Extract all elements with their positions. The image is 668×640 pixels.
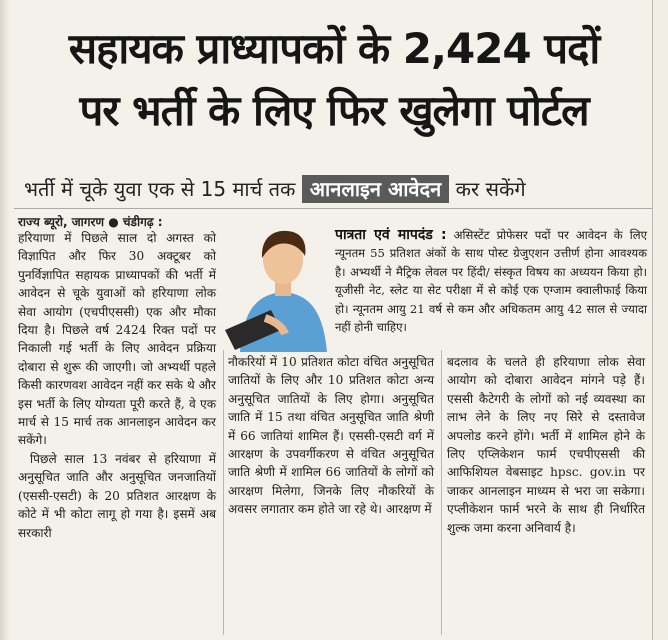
figure-illustration xyxy=(225,222,335,352)
article-column-3 xyxy=(447,353,645,537)
subheadline-highlight: आनलाइन आवेदन xyxy=(302,175,449,203)
dateline: राज्य ब्यूरो, जागरण ● चंडीगढ़ : xyxy=(18,215,163,229)
subheadline-before: भर्ती में चूके युवा एक से 15 मार्च तक xyxy=(24,177,296,201)
person-reading-icon xyxy=(225,222,335,352)
eligibility-text: असिस्टेंट प्रोफेसर पदों पर आवेदन के लिए न्यूनतम 55 प्रतिशत अंकों के साथ पोस्ट ग्रेजुएशन उत्तीर्ण होना आवश्यक है। अभ्यर्थी ने मैट्रिक लेवल पर हिंदी/ संस्कृत विषय का अध्ययन किया हो। यूजीसी नेट, स्लेट या सेट परीक्षा में से कोई एक एग्जाम क्वालीफाई किया हो। न्यूनतम आयु 21 वर्ष से कम और अधिकतम आयु 42 साल से ज्यादा नहीं होनी चाहिए। xyxy=(335,228,648,335)
divider-rule xyxy=(14,208,652,209)
subheadline xyxy=(24,172,648,206)
column-2-text: नौकरियों में 10 प्रतिशत कोटा वंचित अनुसूचित जातियों के लिए और 10 प्रतिशत कोटा अन्य अनुसूचित जातियों के लिए होगा। अनुसूचित जाति में 15 तथा वंचित अनुसूचित जाति श्रेणी में 66 जातियां शामिल हैं। एससी-एसटी वर्ग में आरक्षण के उपवर्गीकरण से वंचित अनुसूचित जाति श्रेणी में शामिल 66 जातियों के लोगों को आरक्षण मिलेगा, जिनके लिए नौकरियों के अवसर लगातार कम होते जा रहे थे। आरक्षण में xyxy=(228,355,434,517)
column-divider xyxy=(223,350,224,635)
subheadline-after: कर सकेंगे xyxy=(455,177,526,201)
column-1-paragraph-1: हरियाणा में पिछले साल दो अगस्त को विज्ञापित और फिर 30 अक्टूबर को पुनर्विज्ञापित सहायक प्राध्यापकों की भर्ती में आवेदन से चूके युवाओं को हरियाणा लोक सेवा आयोग (एचपीएससी) एक और मौका दिया है। पिछले वर्ष 2424 रिक्त पदों पर निकाली गई भर्ती के लिए आवेदन प्रक्रिया दोबारा से शुरू की जाएगी। जो अभ्यर्थी पहले किसी कारणवश आवेदन नहीं कर सके थे और इस भर्ती के लिए योग्यता पूरी करते हैं, वे एक मार्च से 15 मार्च तक आनलाइन आवेदन कर सकेंगे। xyxy=(18,231,216,448)
column-1-paragraph-2: पिछले साल 13 नवंबर से हरियाणा में अनुसूचित जाति और अनुसूचित जनजातियों (एससी-एसटी) के 20 प्रतिशत आरक्षण के कोटे में भी कोटा लागू हो गया है। इसमें अब सरकारी xyxy=(18,451,216,540)
eligibility-box xyxy=(335,226,647,336)
headline xyxy=(18,18,650,142)
page-edge-shadow xyxy=(0,0,10,640)
column-divider xyxy=(441,350,442,635)
eligibility-heading: पात्रता एवं मापदंड : xyxy=(335,227,447,243)
article-column-2 xyxy=(228,353,434,519)
article-column-1 xyxy=(18,229,216,542)
headline-line-2: पर भर्ती के लिए फिर खुलेगा पोर्टल xyxy=(79,86,589,135)
adjacent-column-edge xyxy=(652,0,668,640)
column-3-text: बदलाव के चलते ही हरियाणा लोक सेवा आयोग को दोबारा आवेदन मांगने पड़े हैं। एससी कैटेगरी के लोगों को नई व्यवस्था का लाभ लेने के लिए नए सिरे से दस्तावेज अपलोड करने होंगे। भर्ती में शामिल होने के लिए एप्लिकेशन फार्म एचपीएससी की आफिशियल वेबसाइट hpsc. gov.in पर जाकर आनलाइन माध्यम से भरा जा सकेगा। एप्लीकेशन फार्म भरने के साथ ही निर्धारित शुल्क जमा करना अनिवार्य है। xyxy=(447,355,645,535)
headline-line-1: सहायक प्राध्यापकों के 2,424 पदों xyxy=(68,24,600,73)
